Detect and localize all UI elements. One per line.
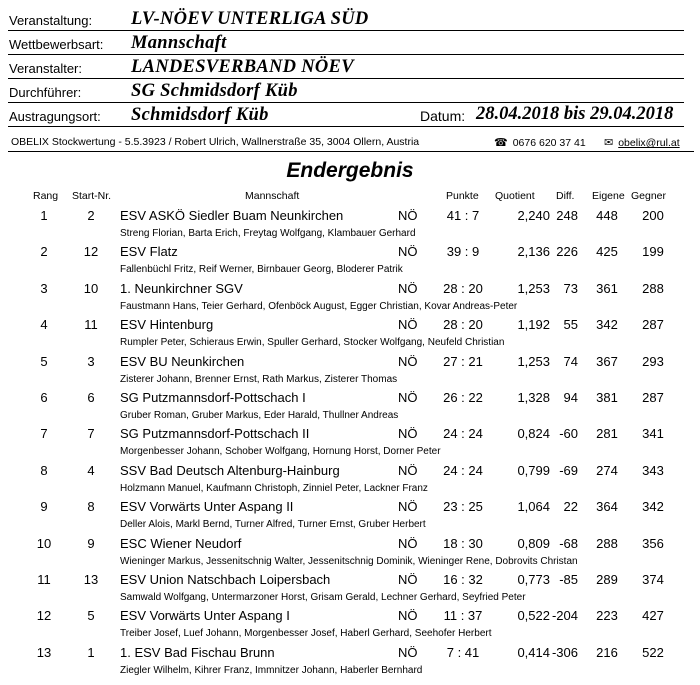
start-number-cell: 10	[83, 280, 99, 296]
points-cell: 7 : 41	[446, 644, 480, 660]
opponent-score-cell: 374	[642, 572, 664, 587]
field-value: LV-NÖEV UNTERLIGA SÜD	[131, 9, 369, 29]
diff-cell: 73	[563, 280, 578, 296]
team-name: ESV Hintenburg	[120, 317, 214, 333]
datum-value: 28.04.2018 bis 29.04.2018	[476, 104, 674, 124]
table-row	[0, 279, 700, 315]
rank-cell: 10	[36, 535, 52, 551]
region-cell: NÖ	[398, 244, 418, 260]
opponent-score-cell: 288	[642, 280, 664, 296]
field-label: Veranstaltung:	[9, 13, 93, 28]
points-cell: 24 : 24	[443, 462, 483, 478]
team-name: ESV BU Neunkirchen	[120, 353, 245, 369]
col-header-gegner: Gegner	[631, 190, 667, 202]
page-title: Endergebnis	[286, 159, 414, 182]
header-row-durchfuehrer	[0, 80, 690, 104]
rank-cell: 9	[40, 499, 48, 515]
players-list: Faustmann Hans, Teier Gerhard, Ofenböck August, Egger Christian, Kovar Andreas-Peter	[120, 300, 518, 312]
envelope-icon: ✉	[604, 137, 614, 149]
region-cell: NÖ	[398, 462, 418, 478]
quotient-cell: 2,136	[517, 244, 550, 260]
rank-cell: 11	[37, 572, 51, 587]
region-cell: NÖ	[398, 426, 418, 442]
quotient-cell: 1,253	[517, 280, 550, 296]
start-number-cell: 12	[83, 244, 99, 260]
quotient-cell: 0,809	[517, 535, 550, 551]
divider	[8, 102, 684, 103]
table-row	[0, 606, 700, 642]
opponent-score-cell: 199	[642, 244, 664, 260]
start-number-cell: 6	[87, 390, 95, 405]
players-list: Deller Alois, Markl Bernd, Turner Alfred, Turner Ernst, Gruber Herbert	[120, 519, 426, 531]
quotient-cell: 0,522	[517, 608, 550, 624]
diff-cell: -68	[559, 535, 578, 551]
table-row	[0, 461, 700, 497]
field-value: SG Schmidsdorf Küb	[131, 81, 298, 101]
quotient-cell: 1,192	[517, 317, 550, 333]
table-row	[0, 643, 700, 679]
players-list: Fallenbüchl Fritz, Reif Werner, Birnbauer Georg, Bloderer Patrik	[120, 264, 403, 276]
points-cell: 27 : 21	[443, 353, 483, 369]
start-number-cell: 2	[87, 208, 95, 223]
table-row	[0, 497, 700, 533]
col-header-eigene: Eigene	[592, 190, 625, 202]
rank-cell: 12	[36, 608, 52, 624]
field-value: Mannschaft	[131, 33, 227, 53]
points-cell: 16 : 32	[443, 572, 483, 587]
diff-cell: -306	[551, 644, 578, 660]
field-value: Schmidsdorf Küb	[131, 105, 269, 125]
table-row	[0, 534, 700, 570]
table-row	[0, 388, 700, 424]
col-header-start: Start-Nr.	[72, 190, 112, 202]
opponent-score-cell: 293	[642, 353, 664, 369]
opponent-score-cell: 341	[642, 426, 664, 442]
points-cell: 18 : 30	[443, 535, 483, 551]
points-cell: 26 : 22	[443, 390, 483, 405]
start-number-cell: 3	[87, 353, 95, 369]
rank-cell: 8	[40, 462, 48, 478]
header-row-wettbewerbsart	[0, 32, 690, 56]
opponent-score-cell: 522	[642, 644, 664, 660]
own-score-cell: 274	[596, 462, 618, 478]
rank-cell: 2	[40, 244, 48, 260]
points-cell: 39 : 9	[446, 244, 480, 260]
players-list: Wieninger Markus, Jessenitschnig Walter, Jessenitschnig Dominik, Wieninger Rene, Dobrovits Christan	[120, 555, 578, 567]
diff-cell: 94	[563, 390, 578, 405]
table-row	[0, 315, 700, 351]
start-number-cell: 4	[87, 462, 95, 478]
region-cell: NÖ	[398, 353, 418, 369]
field-value: LANDESVERBAND NÖEV	[131, 57, 354, 77]
col-header-points: Punkte	[446, 190, 479, 202]
rank-cell: 1	[40, 208, 48, 223]
points-cell: 24 : 24	[443, 426, 483, 442]
team-name: 1. ESV Bad Fischau Brunn	[120, 644, 275, 660]
own-score-cell: 216	[596, 644, 618, 660]
players-list: Holzmann Manuel, Kaufmann Christoph, Zinniel Peter, Lackner Franz	[120, 482, 428, 494]
start-number-cell: 11	[84, 317, 98, 333]
start-number-cell: 1	[87, 644, 95, 660]
own-score-cell: 281	[596, 426, 618, 442]
rank-cell: 5	[40, 353, 48, 369]
own-score-cell: 289	[596, 572, 618, 587]
own-score-cell: 364	[596, 499, 618, 515]
quotient-cell: 0,824	[517, 426, 550, 442]
diff-cell: 22	[563, 499, 578, 515]
field-label: Austragungsort:	[9, 109, 101, 124]
col-header-rank: Rang	[33, 190, 59, 202]
divider	[8, 30, 684, 31]
start-number-cell: 9	[87, 535, 95, 551]
table-row	[0, 570, 700, 606]
team-name: SG Putzmannsdorf-Pottschach II	[120, 426, 310, 442]
players-list: Rumpler Peter, Schieraus Erwin, Spuller Gerhard, Stocker Wolfgang, Neufeld Christian	[120, 337, 505, 349]
phone-number: 0676 620 37 41	[512, 137, 586, 149]
team-name: ESV ASKÖ Siedler Buam Neunkirchen	[120, 208, 344, 223]
rank-cell: 6	[40, 390, 48, 405]
rank-cell: 13	[36, 644, 52, 660]
team-name: ESV Flatz	[120, 244, 178, 260]
datum-label: Datum:	[420, 108, 466, 124]
col-header-team: Mannschaft	[245, 190, 300, 202]
header-row-veranstaltung	[0, 8, 690, 32]
diff-cell: -85	[559, 572, 578, 587]
phone-icon: ☎	[494, 137, 508, 149]
own-score-cell: 448	[596, 208, 618, 223]
table-row	[0, 242, 700, 278]
region-cell: NÖ	[398, 608, 418, 624]
diff-cell: -69	[559, 462, 578, 478]
field-label: Wettbewerbsart:	[9, 37, 104, 52]
players-list: Treiber Josef, Luef Johann, Morgenbesser Josef, Haberl Gerhard, Seehofer Herbert	[120, 628, 492, 640]
divider	[8, 54, 684, 55]
region-cell: NÖ	[398, 535, 418, 551]
own-score-cell: 342	[596, 317, 618, 333]
region-cell: NÖ	[398, 644, 418, 660]
quotient-cell: 0,799	[517, 462, 550, 478]
field-label: Veranstalter:	[9, 61, 82, 76]
quotient-cell: 1,253	[517, 353, 550, 369]
rank-cell: 4	[40, 317, 48, 333]
table-row	[0, 424, 700, 460]
own-score-cell: 425	[596, 244, 618, 260]
email-contact	[604, 136, 680, 149]
diff-cell: 55	[563, 317, 578, 333]
team-name: ESV Union Natschbach Loipersbach	[120, 572, 331, 587]
start-number-cell: 8	[87, 499, 95, 515]
players-list: Morgenbesser Johann, Schober Wolfgang, Hornung Horst, Dorner Peter	[120, 446, 441, 458]
team-name: 1. Neunkirchner SGV	[120, 280, 243, 296]
quotient-cell: 1,328	[517, 390, 550, 405]
own-score-cell: 361	[596, 280, 618, 296]
diff-cell: 74	[563, 353, 578, 369]
diff-cell: -204	[551, 608, 578, 624]
own-score-cell: 367	[596, 353, 618, 369]
header-row-veranstalter	[0, 56, 690, 80]
quotient-cell: 0,773	[517, 572, 550, 587]
points-cell: 11 : 37	[443, 608, 483, 624]
quotient-cell: 0,414	[517, 644, 550, 660]
software-info: OBELIX Stockwertung - 5.5.3923 / Robert Ulrich, Wallnerstraße 35, 3004 Ollern, Austria	[11, 136, 420, 148]
opponent-score-cell: 342	[642, 499, 664, 515]
team-name: ESV Vorwärts Unter Aspang II	[120, 499, 294, 515]
points-cell: 23 : 25	[443, 499, 483, 515]
phone-contact	[494, 136, 586, 149]
opponent-score-cell: 343	[642, 462, 664, 478]
own-score-cell: 288	[596, 535, 618, 551]
points-cell: 41 : 7	[446, 208, 480, 223]
opponent-score-cell: 287	[642, 390, 664, 405]
opponent-score-cell: 287	[642, 317, 664, 333]
field-label: Durchführer:	[9, 85, 82, 100]
diff-cell: -60	[559, 426, 578, 442]
players-list: Gruber Roman, Gruber Markus, Eder Harald, Thullner Andreas	[120, 410, 399, 421]
diff-cell: 248	[556, 208, 578, 223]
own-score-cell: 223	[596, 608, 618, 624]
team-name: ESV Vorwärts Unter Aspang I	[120, 608, 290, 624]
region-cell: NÖ	[398, 280, 418, 296]
opponent-score-cell: 200	[642, 208, 664, 223]
email-link[interactable]: obelix@rul.at	[618, 137, 680, 149]
table-row	[0, 206, 700, 242]
players-list: Streng Florian, Barta Erich, Freytag Wolfgang, Klambauer Gerhard	[120, 228, 416, 239]
start-number-cell: 5	[87, 608, 95, 624]
team-name: SSV Bad Deutsch Altenburg-Hainburg	[120, 462, 340, 478]
region-cell: NÖ	[398, 499, 418, 515]
quotient-cell: 1,064	[517, 499, 550, 515]
opponent-score-cell: 427	[642, 608, 664, 624]
region-cell: NÖ	[398, 317, 418, 333]
table-row	[0, 352, 700, 388]
opponent-score-cell: 356	[642, 535, 664, 551]
quotient-cell: 2,240	[517, 208, 550, 223]
team-name: SG Putzmannsdorf-Pottschach I	[120, 390, 306, 405]
players-list: Zisterer Johann, Brenner Ernst, Rath Markus, Zisterer Thomas	[120, 373, 398, 385]
team-name: ESC Wiener Neudorf	[120, 535, 242, 551]
points-cell: 28 : 20	[443, 317, 483, 333]
rank-cell: 3	[40, 280, 48, 296]
start-number-cell: 13	[83, 572, 99, 587]
col-header-quotient: Quotient	[495, 190, 535, 202]
players-list: Samwald Wolfgang, Untermarzoner Horst, Grisam Gerald, Lechner Gerhard, Seyfried Peter	[120, 592, 526, 603]
players-list: Ziegler Wilhelm, Kihrer Franz, Immnitzer Johann, Haberler Bernhard	[120, 664, 423, 676]
col-header-diff: Diff.	[556, 190, 575, 202]
region-cell: NÖ	[398, 390, 418, 405]
rank-cell: 7	[40, 426, 48, 442]
points-cell: 28 : 20	[443, 280, 483, 296]
divider	[8, 126, 684, 127]
info-bar	[8, 131, 694, 152]
diff-cell: 226	[556, 244, 578, 260]
divider	[8, 78, 684, 79]
own-score-cell: 381	[596, 390, 618, 405]
region-cell: NÖ	[398, 572, 418, 587]
start-number-cell: 7	[87, 426, 95, 442]
region-cell: NÖ	[398, 208, 418, 223]
